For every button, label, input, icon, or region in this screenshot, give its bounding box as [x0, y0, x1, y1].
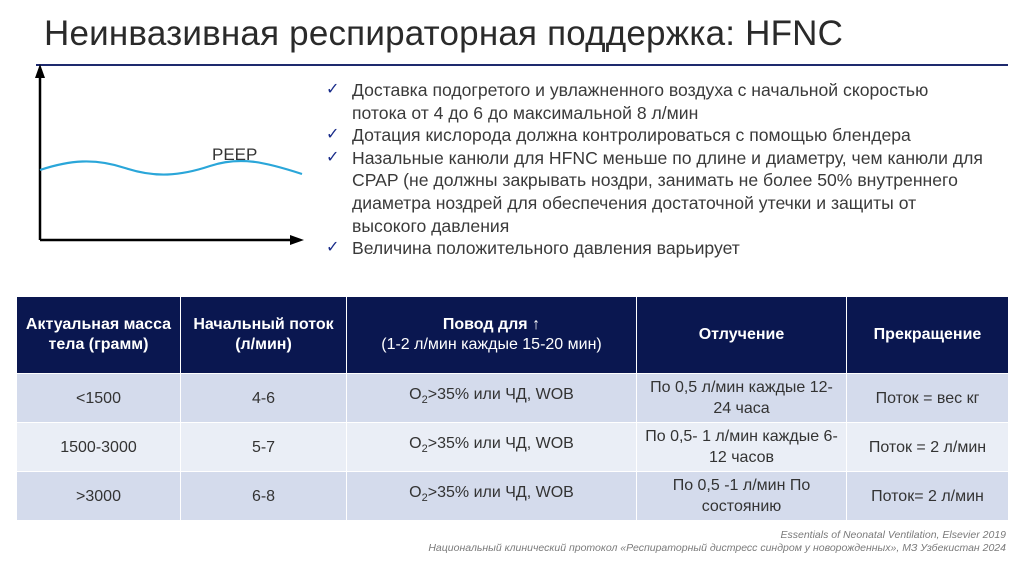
cell-weaning: По 0,5 -1 л/мин По состоянию	[637, 472, 847, 521]
bullet-list	[324, 79, 984, 260]
cell-flow: 6-8	[181, 472, 347, 521]
cell-reason: $O_2>35\%$ или ЧД, WOB	[347, 374, 637, 423]
cell-stop: Поток= 2 л/мин	[847, 472, 1009, 521]
check-icon: ✓	[326, 81, 340, 98]
header-stop: Прекращение	[847, 297, 1009, 374]
check-icon: ✓	[326, 126, 340, 144]
table-row	[17, 472, 1009, 521]
cell-weight: <1500	[17, 374, 181, 423]
check-icon: ✓	[326, 239, 340, 257]
cell-stop: Поток = 2 л/мин	[847, 423, 1009, 472]
header-weight: Актуальная масса тела (грамм)	[17, 297, 181, 374]
peep-label: PEEP	[212, 145, 258, 164]
reference-2: Национальный клинический протокол «Респираторный дистресс синдром у новорожденных», МЗ Узбекистан 2024	[428, 542, 1006, 554]
table-header-row	[17, 297, 1009, 374]
table-row	[17, 423, 1009, 472]
references	[428, 529, 1006, 555]
cell-flow: 5-7	[181, 423, 347, 472]
cell-weight: >3000	[17, 472, 181, 521]
cell-weight: 1500-3000	[17, 423, 181, 472]
bullet-item: ✓ Дотация кислорода должна контролироваться с помощью блендера	[326, 125, 911, 146]
hfnc-table	[16, 296, 1009, 521]
cell-reason: $O_2>35\%$ или ЧД, WOB	[347, 472, 637, 521]
header-weaning: Отлучение	[637, 297, 847, 374]
header-reason	[347, 297, 637, 374]
check-icon: ✓	[326, 148, 340, 166]
reference-1: Essentials of Neonatal Ventilation, Elsevier 2019	[780, 529, 1006, 541]
cell-stop: Поток = вес кг	[847, 374, 1009, 423]
header-reason-sub: (1-2 л/мин каждые 15-20 мин)	[381, 336, 602, 353]
cell-flow: 4-6	[181, 374, 347, 423]
x-axis-arrow	[290, 235, 304, 245]
table-row	[17, 374, 1009, 423]
bullet-item: ✓ Доставка подогретого и увлажненного воздуха с начальной скоростью потока от 4 до 6 до максимальной 8 л/мин	[326, 80, 929, 123]
cell-reason: $O_2>35\%$ или ЧД, WOB	[347, 423, 637, 472]
header-reason-title: Повод для ↑	[442, 316, 541, 333]
bullet-item: ✓ Величина положительного давления варьирует	[326, 238, 740, 259]
cell-weaning: По 0,5 л/мин каждые 12-24 часа	[637, 374, 847, 423]
cell-weaning: По 0,5- 1 л/мин каждые 6-12 часов	[637, 423, 847, 472]
bullet-item: ✓ Назальные канюли для HFNC меньше по длине и диаметру, чем канюли для CPAP (не должны закрывать ноздри, занимать не более 50% внутреннего диаметра ноздрей для обеспечения достаточной утечки и защиты от высокого давления	[326, 147, 983, 236]
y-axis-arrow	[35, 64, 45, 78]
header-flow: Начальный поток (л/мин)	[181, 297, 347, 374]
peep-diagram	[0, 0, 320, 260]
pressure-wave	[40, 161, 302, 175]
page-title: Неинвазивная респираторная поддержка: HFNC	[44, 14, 844, 53]
